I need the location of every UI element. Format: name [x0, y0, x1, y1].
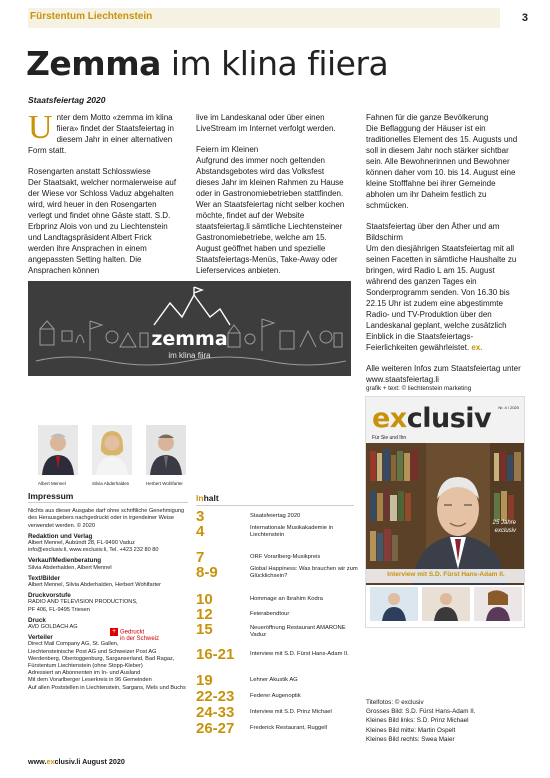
toc-page: 4	[196, 523, 205, 540]
ex-signature: ex.	[469, 343, 483, 352]
toc-page: 7	[196, 549, 205, 566]
footer-url-ex: ex	[46, 757, 55, 766]
person-name: Albert Mennel	[38, 481, 66, 486]
impressum-notice: Nichts aus dieser Ausgabe darf ohne schriftliche Genehmigung des Herausgebers nachgedruckt oder in irgendeiner Weise verwendet werden. © 2020	[28, 508, 185, 529]
footer-url-rest: clusiv.li	[54, 757, 81, 766]
article-column-1	[28, 109, 178, 286]
toc-text: Global Happiness: Was brauchen wir zum Glücklichsein?	[250, 566, 358, 579]
magazine-cover	[365, 396, 525, 628]
paragraph-fahnen: Die Beflaggung der Häuser ist ein traditionelles Element des 15. Augusts und soll in diesem Jahr noch stärker sichtbar sein. Alle Bewohnerinnen und Bewohner können daher vom 10. bis 14. August eine kleine Stofffahne bei ihrer Gemeinde abholen um ihr Daheim festlich zu schmücken.	[366, 124, 518, 210]
cover-headline: Interview mit S.D. Fürst Hans-Adam II.	[387, 571, 505, 578]
toc-text: Interview mit S.D. Prinz Michael	[250, 709, 332, 715]
toc-title	[196, 493, 354, 506]
subheading-rosengarten: Rosengarten anstatt Schlosswiese	[28, 167, 151, 176]
article-title	[26, 44, 388, 83]
paragraph-infos: Alle weiteren Infos zum Staatsfeiertag unter www.staatsfeiertag.li	[366, 364, 521, 384]
impressum-body: Albert Mennel, Silvia Abderhalden, Herbert Wohlfarter	[28, 582, 161, 589]
toc-text: ORF Vorarlberg-Musikpreis	[250, 554, 321, 560]
toc-text: Interview mit S.D. Fürst Hans-Adam II.	[250, 651, 349, 657]
article-title-bold: Zemma	[26, 44, 161, 83]
cover-credit-line: Titelfotos: © exclusiv	[366, 699, 424, 706]
toc-text: Staatsfeiertag 2020	[250, 513, 301, 519]
paragraph-aether	[366, 243, 524, 353]
cover-credit-line: Grosses Bild: S.D. Fürst Hans-Adam II.	[366, 708, 476, 716]
cover-badge	[493, 519, 516, 535]
cover-logo-rest: clusiv	[406, 403, 492, 434]
impressum	[28, 493, 188, 692]
subheading-fahnen: Fahnen für die ganze Bevölkerung	[366, 113, 489, 122]
toc-page: 22-23	[196, 688, 235, 705]
impressum-body: Silvia Abderhalden, Albert Mennel	[28, 564, 112, 571]
toc-text: Neueröffnung Restaurant AMARONE Vaduz	[250, 625, 346, 638]
paragraph-aether-text: Um den diesjährigen Staatsfeiertag mit all seinen Facetten in sämtliche Haushalte zu bringen, wird Radio L am 15. August während des ganzen Tages ein Sonderprogramm senden. Von 16.30 bis 22.15 Uhr ist zudem eine abgestimmte Radio- und TV-Produktion über den Landeskanal geplant, welche zusätzlich Einblick in die Staatsfeiertags-Feierlichkeiten gewährleistet.	[366, 244, 517, 352]
paragraph-feiern: Aufgrund des immer noch geltenden Abstandsgebotes wird das Volksfest dieses Jahr im kleinen Rahmen zu Hause oder in Gastronomiebetrieben stattfinden. Wer an Staatsfeiertag nicht selber kochen möchte, findet auf der Website staatsfeiertag.li sämtliche Liechtensteiner Gastronomiebetriebe, welche am 15. August geöffnet haben und spezielle Staatsfeiertags-Menüs, Take-Away oder Lieferservices anbieten.	[196, 156, 345, 275]
paragraph-rosengarten: Der Staatsakt, welcher normalerweise auf der Wiese vor Schloss Vaduz abgehalten wird, wird heuer in den Rosengarten verlegt und findet ohne Gäste statt. S.D. Erbprinz Alois von und zu Liechtenstein und Landtagspräsident Albert Frick werden ihre Ansprachen in einem angepassten Setting halten. Die Ansprachen können	[28, 178, 177, 275]
intro-text: nter dem Motto «zemma im klina fiiera» findet der Staatsfeiertag in diesem Jahr in einer alternativen Form statt.	[28, 113, 174, 155]
article-title-rest: im klina fiiera	[160, 44, 389, 83]
image-credit: grafik + text: © liechtenstein marketing	[366, 385, 472, 392]
article-column-2	[196, 112, 348, 286]
cover-issue: Nr. 4 / 2020	[498, 405, 519, 410]
zemma-banner	[28, 281, 351, 376]
toc-text: Federer Augenoptik	[250, 693, 301, 699]
cover-credits	[366, 698, 476, 744]
toc-page: 12	[196, 606, 213, 623]
person-name: Silvia Abderhalden	[92, 481, 130, 486]
cover-logo	[372, 403, 491, 434]
banner-logo-sub: im klina fiira	[168, 351, 211, 360]
article-subtitle: Staatsfeiertag 2020	[28, 95, 106, 105]
person-photo	[146, 425, 186, 475]
toc-page: 19	[196, 672, 213, 689]
section-header	[28, 8, 500, 28]
toc-text: Frederick Restaurant, Ruggell	[250, 725, 328, 731]
article-column-3	[366, 112, 524, 395]
badge-line-2: exclusiv	[494, 528, 516, 534]
toc-text: Lehner Akustik AG	[250, 677, 298, 683]
intro-paragraph	[28, 109, 178, 156]
toc-page: 16-21	[196, 646, 235, 663]
impressum-title: Impressum	[28, 493, 188, 503]
impressum-heading: Druck	[28, 616, 46, 624]
gedruckt-badge	[110, 628, 159, 643]
toc-title-accent: In	[196, 493, 204, 503]
paragraph-livestream: live im Landeskanal oder über einen LiveStream im Internet verfolgt werden.	[196, 113, 336, 133]
toc-page: 8-9	[196, 564, 218, 581]
toc-page: 3	[196, 508, 205, 525]
cover-logo-ex: ex	[372, 403, 407, 434]
toc-text: Feierabendtour	[250, 611, 290, 617]
toc-page: 24-33	[196, 704, 235, 721]
toc-page: 10	[196, 591, 213, 608]
impressum-body: Direct Mail Company AG, St. Gallen, Liechtensteinische Post AG und Schweizer Post AG Werdenberg, Obertoggenburg, Sarganserland, Bad Ragaz, Fürstentum Liechtenstein (ohne Stopp-Kleber) Adressiert an Abonnenten im In- und Ausland Mit dem Vorarlberger Leserkreis in 96 Gemeinden Auf allen Poststellen in Liechtenstein, Sargans, Mels und Buchs	[28, 641, 186, 691]
footer-date: August 2020	[80, 757, 125, 766]
impressum-body: RADIO AND TELEVISION PRODUCTIONS, PF 406, FL-9495 Triesen	[28, 599, 138, 613]
person-card	[146, 425, 190, 486]
impressum-heading: Druckvorstufe	[28, 592, 71, 600]
impressum-heading: Text/Bilder	[28, 574, 61, 582]
toc-text: Internationale Musikakademie in Liechtenstein	[250, 525, 334, 538]
toc-text: Hommage an Ibrahim Kodra	[250, 596, 323, 602]
person-photo	[38, 425, 78, 475]
subheading-feiern: Feiern im Kleinen	[196, 145, 259, 154]
person-name: Herbert Wohlfarter	[146, 481, 183, 486]
cover-credit-line: Kleines Bild links: S.D. Prinz Michael	[366, 717, 469, 725]
footer-url-prefix: www.	[28, 757, 47, 766]
impressum-heading: Redaktion und Verlag	[28, 532, 93, 540]
cover-photo	[366, 443, 525, 586]
banner-logo-text: zemma	[151, 328, 228, 350]
cover-small-photos	[366, 585, 525, 628]
impressum-heading: Verteiler	[28, 634, 53, 642]
badge-line-1: 25 Jahre	[492, 520, 516, 526]
toc-title-rest: halt	[203, 493, 219, 503]
toc-page: 15	[196, 621, 213, 638]
page-footer	[28, 757, 125, 766]
gedruckt-line-1: Gedruckt	[120, 629, 145, 636]
person-photo	[92, 425, 132, 475]
impressum-body: Albert Mennel, Aubündt 28, FL-9490 Vaduz info@exclusiv.li, www.exclusiv.li, Tel. +423 232 80 80	[28, 540, 159, 554]
cover-credit-line: Kleines Bild rechts: Swea Maier	[366, 735, 455, 743]
section-title: Fürstentum Liechtenstein	[30, 11, 153, 22]
impressum-heading: Verkauf/Medienberatung	[28, 557, 102, 565]
swiss-flag-icon: +	[111, 628, 117, 635]
subheading-aether: Staatsfeiertag über den Äther und am Bildschirm	[366, 222, 500, 242]
dropcap: U	[28, 109, 53, 146]
page-number: 3	[521, 12, 528, 24]
impressum-body: AVD GOLDACH AG	[28, 624, 78, 631]
person-card	[38, 425, 82, 486]
cover-credit-line: Kleines Bild mitte: Martin Ospelt	[366, 726, 456, 734]
gedruckt-line-2: in der Schweiz	[120, 636, 160, 643]
cover-tagline: Für Sie und Ihn	[372, 435, 407, 441]
toc-page: 26-27	[196, 720, 235, 737]
person-card	[92, 425, 136, 486]
